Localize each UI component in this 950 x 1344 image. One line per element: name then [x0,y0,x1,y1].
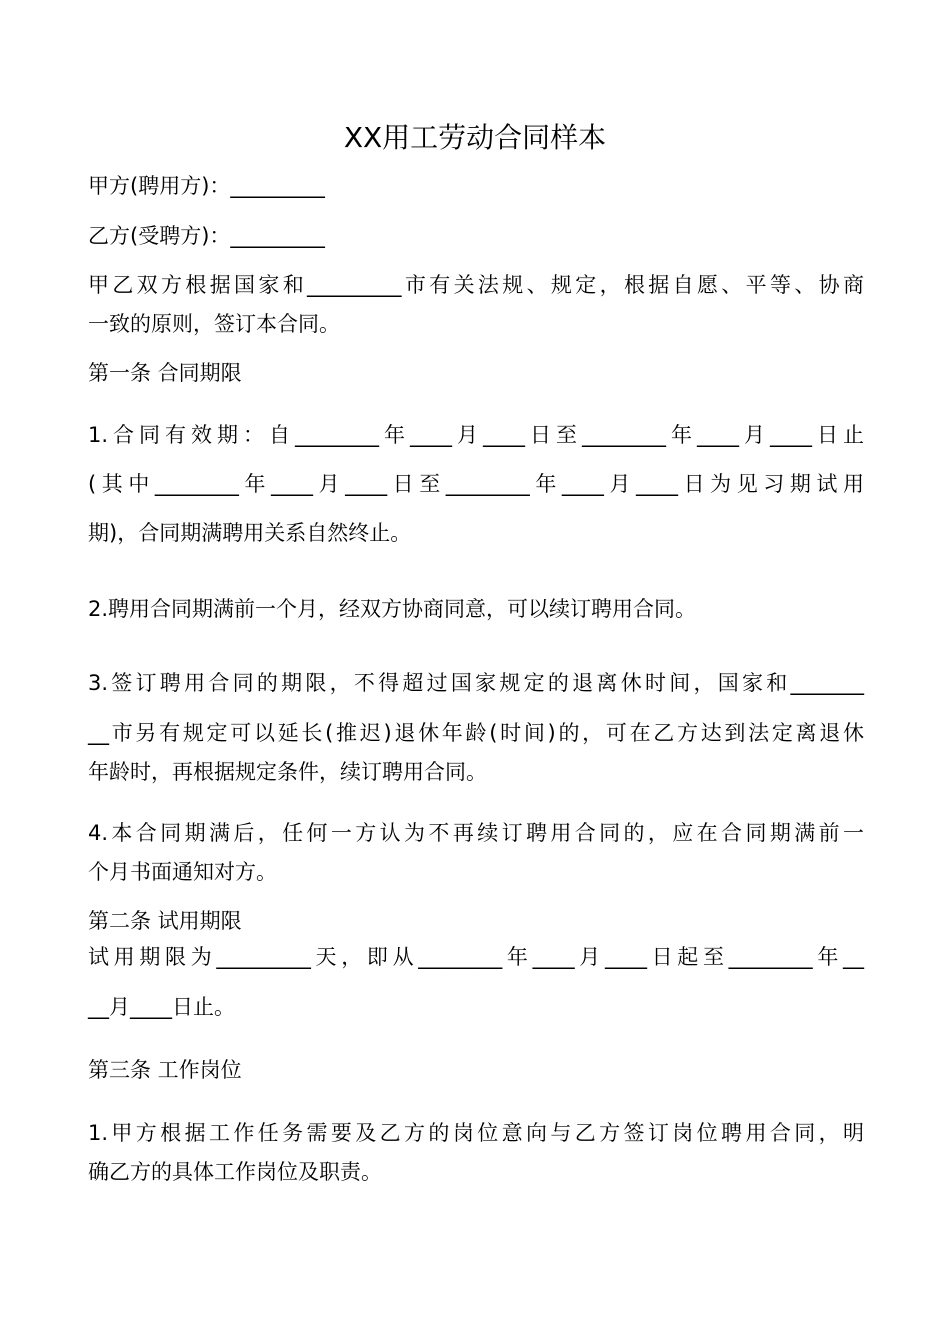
article-1-item-3-line-3: 年龄时，再根据规定条件，续订聘用合同。 [88,760,487,784]
article-1-item-1-line-3: 期)，合同期满聘用关系自然终止。 [88,521,412,545]
article-1-item-1-line-1: 1.合同有效期：自________年____月____日至________年____月____日止 [88,423,864,447]
intro-line-2: 一致的原则，签订本合同。 [88,312,340,336]
article-1-item-4-line-2: 个月书面通知对方。 [88,860,277,884]
article-3-item-1-line-1: 1.甲方根据工作任务需要及乙方的岗位意向与乙方签订岗位聘用合同，明 [88,1121,864,1145]
article-1-heading: 第一条 合同期限 [88,361,242,385]
document-title: XX用工劳动合同样本 [343,121,607,154]
party-b-line: 乙方(受聘方)：_________ [88,224,325,248]
article-1-item-1-line-2: (其中________年____月____日至________年____月____日为见习期试用 [88,472,864,496]
article-1-item-2: 2.聘用合同期满前一个月，经双方协商同意，可以续订聘用合同。 [88,597,697,621]
article-1-item-4-line-1: 4.本合同期满后，任何一方认为不再续订聘用合同的，应在合同期满前一 [88,821,864,845]
party-a-line: 甲方(聘用方)：_________ [88,174,325,198]
article-3-heading: 第三条 工作岗位 [88,1058,242,1082]
article-2-heading: 第二条 试用期限 [88,909,242,933]
article-3-item-1-line-2: 确乙方的具体工作岗位及职责。 [88,1160,382,1184]
article-2-body-line-2: __月____日止。 [88,995,235,1019]
article-1-item-3-line-2: __市另有规定可以延长(推迟)退休年龄(时间)的，可在乙方达到法定离退休 [88,721,864,745]
article-2-body-line-1: 试用期限为_________天，即从________年____月____日起至________年__ [88,945,864,969]
article-1-item-3-line-1: 3.签订聘用合同的期限，不得超过国家规定的退离休时间，国家和_______ [88,671,864,695]
intro-line-1: 甲乙双方根据国家和_________市有关法规、规定，根据自愿、平等、协商 [88,273,864,297]
